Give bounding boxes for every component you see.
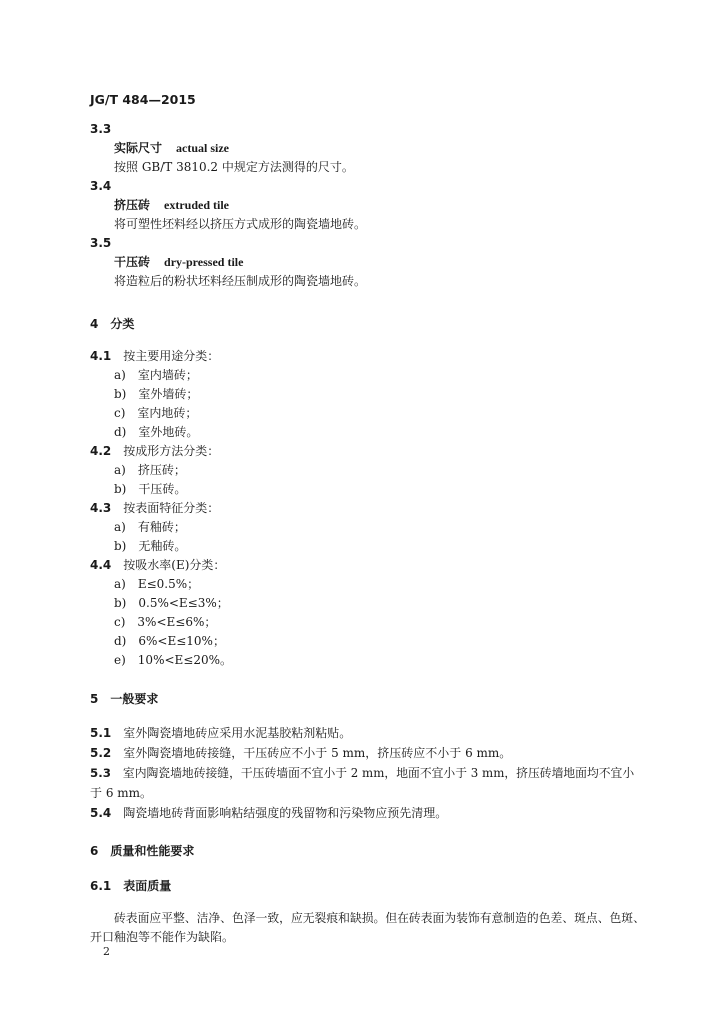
- list-text: 3%<E≤6%；: [137, 615, 217, 629]
- page-number: 2: [103, 945, 110, 958]
- list-text: 0.5%<E≤3%；: [138, 596, 229, 610]
- section-heading: 6 质量和性能要求: [90, 844, 195, 858]
- list-text: 室内墙砖；: [137, 368, 198, 382]
- term-number: 3.5: [90, 236, 112, 250]
- clause-title: 表面质量: [123, 879, 172, 893]
- clause-number: 4.1: [90, 349, 112, 363]
- clause: [90, 500, 219, 516]
- clause-text: 陶瓷墙地砖背面影响粘结强度的残留物和污染物应预先清理。: [123, 806, 448, 820]
- list-item: [114, 576, 199, 592]
- clause-text: 按成形方法分类：: [123, 444, 220, 458]
- list-marker: d): [114, 634, 127, 648]
- clause-number: 5.1: [90, 726, 112, 740]
- term-number: 3.3: [90, 122, 112, 136]
- list-item: [114, 614, 216, 630]
- clause-number: 6.1: [90, 879, 112, 893]
- term-en: dry-pressed tile: [164, 255, 244, 269]
- clause-number: 5.2: [90, 746, 112, 760]
- list-text: 室外地砖。: [138, 425, 199, 439]
- term-title: [114, 254, 243, 270]
- term-cn: 挤压砖: [114, 198, 151, 212]
- clause: [90, 557, 225, 573]
- list-marker: a): [114, 463, 126, 477]
- list-item: [114, 538, 186, 554]
- list-item: [114, 386, 198, 402]
- section-heading: 4 分类: [90, 317, 135, 331]
- paragraph-line: 砖表面应平整、洁净、色泽一致，应无裂痕和缺损。但在砖表面为装饰有意制造的色差、斑点、色斑、: [114, 911, 645, 925]
- list-item: [114, 633, 225, 649]
- term-en: actual size: [176, 141, 230, 155]
- term-definition: 将可塑性坯料经以挤压方式成形的陶瓷墙地砖。: [114, 217, 367, 231]
- clause-text: 按吸水率(E)分类：: [123, 558, 226, 572]
- list-item: [114, 595, 229, 611]
- standard-number: JG/T 484—2015: [90, 92, 196, 107]
- clause: [90, 745, 511, 761]
- list-text: 有釉砖；: [137, 520, 186, 534]
- list-marker: b): [114, 596, 127, 610]
- clause-text: 室外陶瓷墙地砖应采用水泥基胶粘剂粘贴。: [123, 726, 352, 740]
- list-item: [114, 462, 186, 478]
- clause-number: 5.3: [90, 766, 111, 780]
- clause-text: 按主要用途分类：: [123, 349, 220, 363]
- clause-number: 4.3: [90, 501, 112, 515]
- clause: [90, 805, 447, 821]
- list-text: 无釉砖。: [138, 539, 187, 553]
- subsection-heading: [90, 878, 171, 894]
- list-text: 挤压砖；: [137, 463, 186, 477]
- clause: [90, 725, 351, 741]
- list-marker: a): [114, 577, 126, 591]
- paragraph-line: 开口釉泡等不能作为缺陷。: [90, 930, 235, 944]
- list-item: [114, 652, 232, 668]
- clause-number: 4.4: [90, 558, 112, 572]
- clause-text: 室外陶瓷墙地砖接缝，干压砖应不小于 5 mm，挤压砖应不小于 6 mm。: [123, 746, 512, 760]
- term-definition: 将造粒后的粉状坯料经压制成形的陶瓷墙地砖。: [114, 274, 367, 288]
- list-marker: c): [114, 406, 126, 420]
- list-item: [114, 519, 186, 535]
- term-cn: 干压砖: [114, 255, 151, 269]
- term-en: extruded tile: [164, 198, 230, 212]
- list-text: 10%<E≤20%。: [137, 653, 233, 667]
- list-marker: c): [114, 615, 126, 629]
- list-marker: e): [114, 653, 126, 667]
- clause: [90, 765, 634, 781]
- list-item: [114, 481, 186, 497]
- term-title: [114, 197, 229, 213]
- list-text: 室外墙砖；: [138, 387, 199, 401]
- clause-text: 按表面特征分类：: [123, 501, 220, 515]
- clause-number: 4.2: [90, 444, 112, 458]
- list-marker: a): [114, 368, 126, 382]
- list-marker: b): [114, 539, 127, 553]
- list-text: 干压砖。: [138, 482, 187, 496]
- list-item: [114, 367, 198, 383]
- clause: [90, 443, 219, 459]
- section-heading: 5 一般要求: [90, 692, 159, 706]
- clause-continuation: 于 6 mm。: [90, 786, 153, 800]
- clause: [90, 348, 219, 364]
- clause-number: 5.4: [90, 806, 112, 820]
- list-marker: b): [114, 387, 127, 401]
- list-marker: b): [114, 482, 127, 496]
- clause-text: 室内陶瓷墙地砖接缝，干压砖墙面不宜小于 2 mm，地面不宜小于 3 mm，挤压砖墙地面均不宜小: [122, 766, 635, 780]
- list-marker: d): [114, 425, 127, 439]
- list-text: 室内地砖；: [137, 406, 198, 420]
- list-text: E≤0.5%；: [137, 577, 200, 591]
- term-number: 3.4: [90, 179, 112, 193]
- list-marker: a): [114, 520, 126, 534]
- list-item: [114, 405, 197, 421]
- list-text: 6%<E≤10%；: [138, 634, 225, 648]
- term-title: [114, 140, 229, 156]
- term-definition: 按照 GB/T 3810.2 中规定方法测得的尺寸。: [114, 160, 354, 174]
- term-cn: 实际尺寸: [114, 141, 163, 155]
- list-item: [114, 424, 198, 440]
